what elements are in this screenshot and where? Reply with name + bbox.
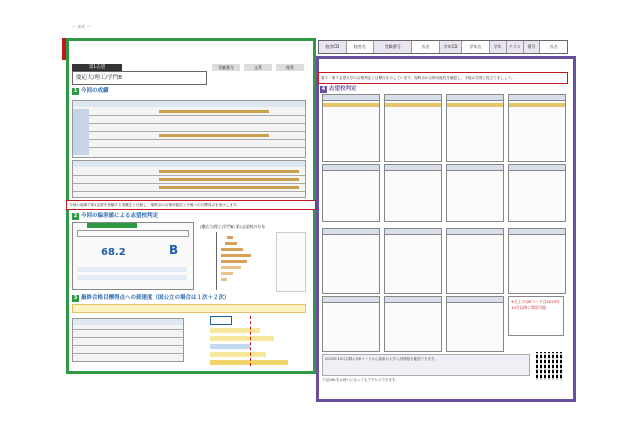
table-header	[385, 297, 441, 303]
school-table	[322, 296, 380, 352]
highlight-band	[447, 103, 503, 107]
table-rule	[73, 175, 305, 176]
table-rule	[89, 123, 305, 124]
info-cell: 学年CD	[440, 41, 462, 53]
highlight-band	[159, 110, 269, 113]
dist-bar	[221, 254, 251, 257]
school-table	[384, 164, 442, 222]
highlight-band	[323, 103, 379, 107]
dist-bar	[221, 278, 227, 281]
table-rule	[73, 329, 183, 330]
section-number: 4	[321, 86, 326, 92]
school-table	[446, 164, 504, 222]
school-table	[446, 228, 504, 294]
footer-note: 2020年10月以降にQRコードから最新の大学入試情報を確認できます。	[325, 357, 438, 361]
school-table	[508, 164, 566, 222]
section-number: 1	[73, 88, 78, 94]
judge-box	[72, 222, 194, 290]
bunri-label: 文系	[244, 64, 272, 71]
dist-legend	[276, 232, 306, 292]
section-title-text: 今回の偏差値による志望校判定	[81, 213, 159, 219]
table-rule	[89, 131, 305, 132]
row-label-column	[73, 109, 89, 155]
table-header	[447, 229, 503, 235]
school-table	[446, 296, 504, 352]
footer-note-box	[322, 354, 530, 376]
top-info-bar	[318, 40, 568, 54]
highlight-band	[159, 134, 269, 137]
table-rule	[73, 345, 183, 346]
footer-url: 下記URLをお使いになってもアクセスできます。	[322, 378, 399, 382]
progress-callout	[210, 316, 232, 325]
dist-bar	[221, 260, 247, 263]
table-header	[447, 297, 503, 303]
info-cell: 学年	[490, 41, 507, 53]
progress-bar	[210, 328, 260, 333]
table-header	[73, 319, 183, 325]
table-rule	[73, 183, 305, 184]
rank-label: 理系	[276, 64, 304, 71]
score-table-1	[72, 100, 306, 158]
section-title-text: 志望校判定	[329, 86, 357, 92]
scale-bar	[77, 275, 187, 280]
target-table	[72, 318, 184, 362]
table-header	[385, 165, 441, 171]
table-header	[323, 229, 379, 235]
dist-bar	[221, 272, 233, 275]
table-header	[447, 165, 503, 171]
section-4-title	[320, 84, 357, 93]
school-table	[322, 94, 380, 162]
notice-right: 第２・第３志望大学の合格判定と目標点を示しています。現時点の合格可能性を確認し、今後の学習に役立てましょう。	[318, 72, 568, 84]
school-table	[446, 94, 504, 162]
deviation-value: 68.2	[101, 247, 126, 258]
info-cell: 番号	[524, 41, 541, 53]
dist-bar	[227, 236, 233, 239]
section-title-text: 最終合格目標得点への到達度（国公立の場合は１次＋２次）	[81, 295, 230, 301]
distribution-title: (慶応大/理工/学門B) 第1志望校の分布	[200, 224, 265, 229]
distribution-chart	[216, 232, 267, 290]
target-school: 慶応大/理工/学門B	[72, 71, 207, 85]
table-header	[509, 95, 565, 101]
table-rule	[89, 115, 305, 116]
highlight-band	[159, 178, 299, 181]
score-table-2	[72, 160, 306, 198]
table-header	[509, 229, 565, 235]
progress-chart	[190, 316, 304, 368]
section-title-text: 今回の成績	[81, 88, 109, 94]
info-cell: 校舎名	[347, 41, 375, 53]
section-1-title	[72, 86, 109, 95]
target-label: 第1志望	[72, 64, 122, 71]
info-cell: 氏名	[412, 41, 440, 53]
school-table	[384, 228, 442, 294]
progress-bar	[210, 360, 288, 365]
table-header	[323, 165, 379, 171]
dist-bar	[225, 242, 237, 245]
judge-box-header	[87, 223, 137, 228]
dist-bar	[221, 266, 241, 269]
section-number: 2	[73, 213, 78, 219]
info-cell: 学年名	[462, 41, 490, 53]
school-table	[508, 94, 566, 162]
sidebar-note: ※左上のQRコードは2020年10月以降に利用可能	[508, 296, 564, 336]
notice-left: 今回の成績で第1志望を受験する受験生と比較し、現時点の合格可能性と今後への目標得点を表示します。	[66, 200, 316, 210]
school-table	[384, 296, 442, 352]
section-3-note	[72, 304, 306, 313]
table-rule	[73, 353, 183, 354]
highlight-band	[509, 103, 565, 107]
scale-bar	[77, 267, 187, 272]
school-table	[322, 164, 380, 222]
highlight-band	[159, 186, 299, 189]
table-header	[385, 229, 441, 235]
school-table	[384, 94, 442, 162]
table-header	[509, 165, 565, 171]
table-header	[73, 101, 305, 107]
table-header	[323, 95, 379, 101]
table-header	[447, 95, 503, 101]
table-rule	[89, 147, 305, 148]
top-caption: ― 東進 ―	[72, 24, 91, 29]
grade-letter: B	[169, 243, 179, 257]
section-number: 3	[73, 295, 78, 301]
qr-code-overlay	[536, 352, 564, 380]
table-header	[385, 95, 441, 101]
table-rule	[89, 139, 305, 140]
progress-bar	[210, 344, 250, 349]
target-line	[250, 316, 252, 366]
table-header	[323, 297, 379, 303]
school-table	[508, 228, 566, 294]
progress-bar	[210, 336, 274, 341]
section-2-title	[72, 211, 158, 220]
table-rule	[73, 337, 183, 338]
exam-label: 受験番号	[212, 64, 240, 71]
school-table	[322, 228, 380, 294]
info-cell: 校舎CD	[319, 41, 347, 53]
progress-bar	[210, 352, 266, 357]
dist-bar	[221, 248, 243, 251]
highlight-band	[385, 103, 441, 107]
info-cell: 受験番号	[374, 41, 412, 53]
table-header	[73, 161, 305, 167]
info-cell: クラス	[507, 41, 524, 53]
highlight-band	[159, 170, 299, 173]
judge-school-field	[77, 230, 189, 237]
info-cell: 氏名	[549, 44, 558, 49]
table-rule	[73, 191, 305, 192]
section-3-title	[72, 293, 230, 302]
